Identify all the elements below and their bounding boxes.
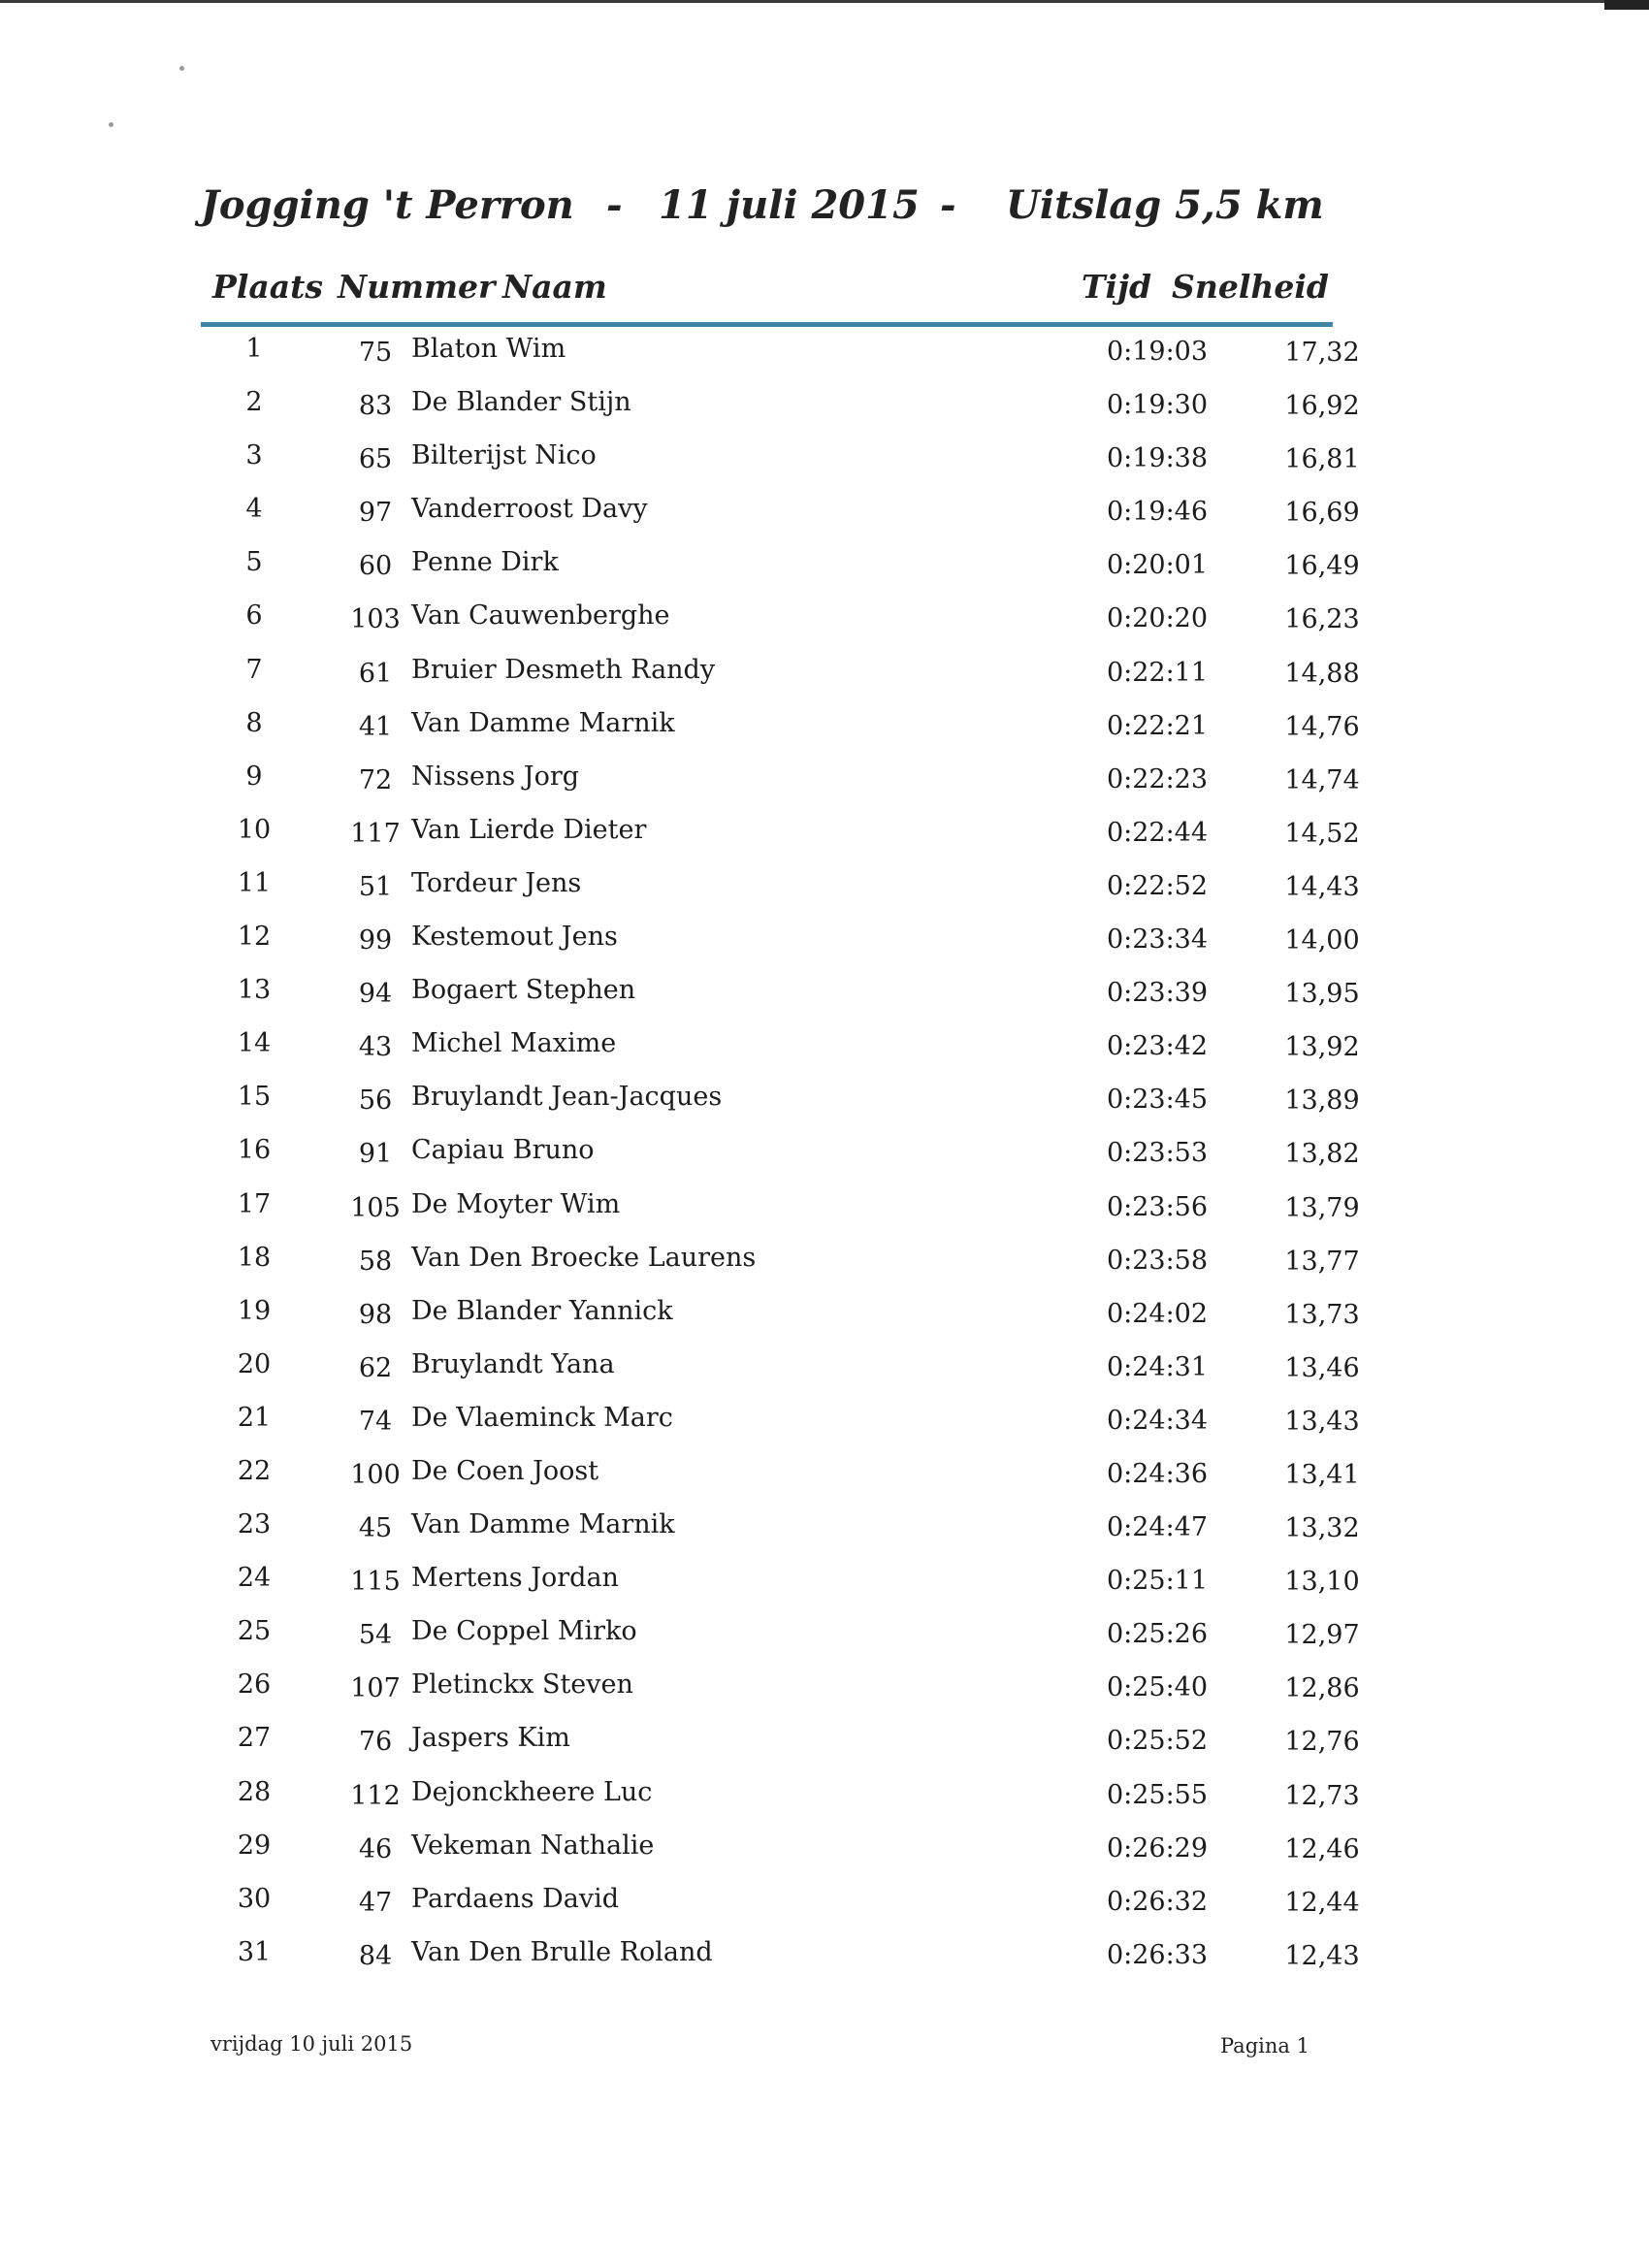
cell-snelheid: 14,76 (1284, 711, 1360, 742)
cell-tijd: 0:24:34 (1106, 1405, 1209, 1436)
cell-naam: Van Damme Marnik (411, 1509, 675, 1540)
cell-snelheid: 17,32 (1284, 338, 1360, 368)
cell-nummer: 103 (350, 604, 401, 635)
title-result: Uitslag 5,5 km (1006, 182, 1324, 228)
cell-naam: Jaspers Kim (411, 1723, 570, 1754)
cell-snelheid: 13,89 (1284, 1085, 1360, 1117)
table-row (201, 975, 1360, 1028)
table-row (201, 334, 1360, 387)
cell-naam: Nissens Jorg (411, 761, 580, 792)
cell-naam: Vanderroost Davy (411, 494, 648, 525)
cell-plaats: 28 (237, 1776, 272, 1807)
cell-naam: De Coen Joost (411, 1455, 599, 1486)
cell-plaats: 23 (237, 1509, 272, 1540)
table-row (201, 1082, 1360, 1135)
cell-naam: Bilterijst Nico (411, 440, 597, 471)
cell-plaats: 20 (237, 1348, 272, 1379)
cell-naam: Van Lierde Dieter (411, 814, 647, 845)
cell-plaats: 19 (237, 1295, 272, 1326)
cell-plaats: 26 (237, 1669, 272, 1701)
header-naam: Naam (502, 268, 607, 306)
footer-date: vrijdag 10 juli 2015 (210, 2032, 413, 2056)
cell-nummer: 97 (358, 498, 393, 529)
scan-edge-corner (1604, 0, 1649, 10)
cell-naam: Capiau Bruno (411, 1135, 595, 1166)
cell-nummer: 112 (350, 1780, 401, 1811)
cell-plaats: 31 (237, 1936, 272, 1967)
cell-snelheid: 14,52 (1284, 818, 1360, 849)
cell-naam: De Coppel Mirko (411, 1616, 637, 1647)
table-row (201, 1723, 1360, 1776)
cell-tijd: 0:23:58 (1106, 1245, 1209, 1276)
cell-snelheid: 13,92 (1284, 1032, 1360, 1063)
table-row (201, 1936, 1360, 1991)
cell-snelheid: 14,43 (1284, 871, 1360, 902)
cell-nummer: 107 (350, 1673, 401, 1704)
cell-nummer: 117 (350, 818, 401, 849)
scan-speck (109, 122, 113, 127)
cell-tijd: 0:22:23 (1106, 763, 1209, 794)
table-row (201, 707, 1360, 761)
table-row (201, 1669, 1360, 1723)
cell-tijd: 0:24:02 (1106, 1298, 1209, 1329)
cell-snelheid: 14,00 (1284, 925, 1360, 956)
cell-naam: Blaton Wim (411, 334, 566, 364)
cell-naam: De Moyter Wim (411, 1188, 621, 1219)
cell-tijd: 0:22:21 (1106, 710, 1209, 741)
cell-snelheid: 13,32 (1284, 1513, 1360, 1544)
cell-tijd: 0:26:32 (1106, 1886, 1209, 1917)
table-row (201, 922, 1360, 975)
cell-naam: De Vlaeminck Marc (411, 1402, 673, 1433)
cell-nummer: 74 (358, 1406, 393, 1437)
cell-naam: Vekeman Nathalie (411, 1830, 655, 1861)
cell-plaats: 13 (237, 975, 272, 1006)
cell-naam: De Blander Stijn (411, 387, 631, 418)
cell-plaats: 27 (237, 1723, 272, 1754)
cell-nummer: 91 (358, 1139, 393, 1170)
table-row (201, 600, 1360, 654)
title-date: 11 juli 2015 (659, 182, 920, 228)
cell-plaats: 10 (237, 814, 272, 845)
title-separator: - (606, 182, 623, 228)
cell-naam: Kestemout Jens (411, 922, 618, 953)
table-row (201, 1563, 1360, 1616)
cell-plaats: 3 (245, 440, 263, 471)
cell-nummer: 94 (358, 979, 393, 1010)
cell-tijd: 0:23:42 (1106, 1031, 1209, 1062)
table-row (201, 1509, 1360, 1563)
table-row (201, 1348, 1360, 1403)
column-headers (199, 268, 1334, 316)
cell-plaats: 22 (237, 1455, 272, 1486)
cell-nummer: 43 (358, 1032, 393, 1063)
cell-naam: Michel Maxime (411, 1028, 617, 1059)
cell-nummer: 58 (358, 1246, 393, 1277)
header-nummer: Nummer (338, 268, 496, 306)
cell-nummer: 75 (358, 338, 393, 368)
cell-naam: Tordeur Jens (411, 867, 582, 898)
cell-tijd: 0:24:47 (1106, 1512, 1209, 1543)
cell-tijd: 0:24:36 (1106, 1458, 1209, 1489)
cell-snelheid: 13,46 (1284, 1352, 1360, 1383)
cell-tijd: 0:24:31 (1106, 1351, 1209, 1382)
cell-snelheid: 12,73 (1284, 1780, 1360, 1811)
cell-nummer: 76 (358, 1727, 393, 1758)
table-row (201, 1776, 1360, 1831)
cell-naam: Bruylandt Yana (411, 1348, 615, 1379)
cell-plaats: 29 (237, 1830, 272, 1861)
cell-nummer: 105 (350, 1192, 401, 1223)
cell-nummer: 47 (358, 1887, 393, 1918)
cell-nummer: 61 (358, 658, 393, 689)
cell-nummer: 72 (358, 764, 393, 795)
cell-snelheid: 13,41 (1284, 1459, 1360, 1490)
cell-tijd: 0:25:11 (1106, 1566, 1209, 1597)
cell-snelheid: 16,49 (1284, 551, 1360, 582)
cell-snelheid: 16,81 (1284, 444, 1360, 475)
cell-nummer: 115 (350, 1567, 401, 1598)
cell-tijd: 0:25:55 (1106, 1779, 1209, 1810)
table-row (201, 387, 1360, 440)
cell-snelheid: 13,77 (1284, 1246, 1360, 1277)
cell-tijd: 0:26:33 (1106, 1939, 1209, 1970)
cell-naam: Bogaert Stephen (411, 975, 636, 1006)
cell-tijd: 0:25:26 (1106, 1619, 1209, 1650)
footer-page-number: Pagina 1 (1220, 2034, 1310, 2057)
cell-snelheid: 16,23 (1284, 604, 1360, 635)
cell-snelheid: 12,86 (1284, 1673, 1360, 1704)
cell-plaats: 7 (245, 654, 263, 685)
cell-nummer: 41 (358, 711, 393, 742)
cell-nummer: 98 (358, 1299, 393, 1330)
cell-snelheid: 12,46 (1284, 1833, 1360, 1864)
cell-plaats: 25 (237, 1616, 272, 1647)
cell-nummer: 56 (358, 1085, 393, 1117)
cell-snelheid: 12,44 (1284, 1887, 1360, 1918)
cell-nummer: 83 (358, 391, 393, 422)
cell-naam: Van Cauwenberghe (411, 600, 670, 632)
cell-naam: Penne Dirk (411, 547, 559, 578)
cell-nummer: 60 (358, 551, 393, 582)
cell-plaats: 15 (237, 1082, 272, 1113)
cell-plaats: 6 (245, 600, 263, 632)
cell-naam: Pletinckx Steven (411, 1669, 633, 1701)
cell-tijd: 0:23:56 (1106, 1191, 1209, 1222)
cell-snelheid: 16,69 (1284, 498, 1360, 529)
cell-plaats: 24 (237, 1563, 272, 1594)
title-event: Jogging 't Perron (201, 182, 574, 228)
table-row (201, 761, 1360, 815)
cell-plaats: 30 (237, 1883, 272, 1914)
cell-snelheid: 13,10 (1284, 1567, 1360, 1598)
cell-nummer: 100 (350, 1459, 401, 1490)
cell-tijd: 0:20:01 (1106, 550, 1209, 581)
header-plaats: Plaats (212, 268, 323, 306)
cell-tijd: 0:23:53 (1106, 1138, 1209, 1169)
cell-tijd: 0:19:03 (1106, 337, 1209, 367)
cell-plaats: 14 (237, 1028, 272, 1059)
cell-tijd: 0:19:30 (1106, 390, 1209, 421)
table-row (201, 1295, 1360, 1349)
cell-snelheid: 13,82 (1284, 1139, 1360, 1170)
cell-plaats: 2 (245, 387, 263, 418)
cell-plaats: 21 (237, 1402, 272, 1433)
table-row (201, 1616, 1360, 1669)
cell-tijd: 0:23:34 (1106, 924, 1209, 956)
table-row (201, 1242, 1360, 1296)
cell-nummer: 54 (358, 1620, 393, 1651)
cell-snelheid: 13,95 (1284, 979, 1360, 1010)
cell-snelheid: 13,79 (1284, 1192, 1360, 1223)
cell-naam: Mertens Jordan (411, 1563, 619, 1594)
table-row (201, 814, 1360, 868)
cell-naam: Van Damme Marnik (411, 707, 675, 738)
cell-tijd: 0:23:39 (1106, 978, 1209, 1009)
cell-plaats: 18 (237, 1242, 272, 1273)
cell-naam: Bruier Desmeth Randy (411, 654, 716, 685)
cell-snelheid: 12,76 (1284, 1727, 1360, 1758)
cell-naam: Bruylandt Jean-Jacques (411, 1082, 723, 1113)
header-tijd: Tijd (1082, 268, 1152, 306)
table-row (201, 440, 1360, 494)
header-rule (201, 322, 1333, 327)
cell-nummer: 46 (358, 1833, 393, 1864)
cell-plaats: 12 (237, 922, 272, 953)
document-title (201, 182, 1324, 241)
cell-nummer: 65 (358, 444, 393, 475)
cell-snelheid: 14,74 (1284, 764, 1360, 795)
cell-plaats: 16 (237, 1135, 272, 1166)
cell-tijd: 0:25:40 (1106, 1672, 1209, 1703)
table-row (201, 867, 1360, 922)
table-row (201, 1883, 1360, 1937)
cell-tijd: 0:19:38 (1106, 443, 1209, 474)
cell-nummer: 45 (358, 1513, 393, 1544)
cell-plaats: 1 (245, 334, 263, 364)
cell-naam: De Blander Yannick (411, 1295, 673, 1326)
cell-snelheid: 16,92 (1284, 391, 1360, 422)
table-row (201, 1135, 1360, 1188)
cell-nummer: 51 (358, 871, 393, 902)
cell-tijd: 0:22:11 (1106, 657, 1209, 688)
cell-nummer: 62 (358, 1352, 393, 1383)
scan-edge-top (0, 0, 1649, 3)
cell-nummer: 84 (358, 1940, 393, 1971)
cell-plaats: 4 (245, 494, 263, 525)
table-row (201, 1402, 1360, 1456)
cell-snelheid: 13,73 (1284, 1299, 1360, 1330)
table-row (201, 1188, 1360, 1243)
table-row (201, 494, 1360, 547)
results-table (201, 334, 1360, 1991)
cell-naam: Pardaens David (411, 1883, 620, 1914)
cell-snelheid: 13,43 (1284, 1406, 1360, 1437)
scan-speck (179, 66, 184, 71)
cell-snelheid: 12,97 (1284, 1620, 1360, 1651)
cell-naam: Dejonckheere Luc (411, 1776, 653, 1807)
cell-tijd: 0:20:20 (1106, 603, 1209, 634)
table-row (201, 1028, 1360, 1082)
cell-plaats: 8 (245, 707, 263, 738)
cell-plaats: 9 (245, 761, 263, 792)
cell-naam: Van Den Brulle Roland (411, 1936, 713, 1967)
cell-snelheid: 12,43 (1284, 1940, 1360, 1971)
table-row (201, 1455, 1360, 1509)
cell-tijd: 0:25:52 (1106, 1726, 1209, 1757)
cell-naam: Van Den Broecke Laurens (411, 1242, 757, 1273)
title-separator: - (940, 182, 956, 228)
cell-tijd: 0:26:29 (1106, 1832, 1209, 1863)
header-snelheid: Snelheid (1172, 268, 1329, 306)
cell-snelheid: 14,88 (1284, 658, 1360, 689)
cell-plaats: 11 (237, 867, 272, 898)
table-row (201, 654, 1360, 708)
cell-tijd: 0:22:52 (1106, 870, 1209, 901)
table-row (201, 1830, 1360, 1884)
cell-nummer: 99 (358, 925, 393, 956)
cell-tijd: 0:19:46 (1106, 497, 1209, 528)
cell-plaats: 5 (245, 547, 263, 578)
cell-tijd: 0:22:44 (1106, 817, 1209, 848)
table-row (201, 547, 1360, 600)
cell-tijd: 0:23:45 (1106, 1085, 1209, 1116)
cell-plaats: 17 (237, 1188, 272, 1219)
